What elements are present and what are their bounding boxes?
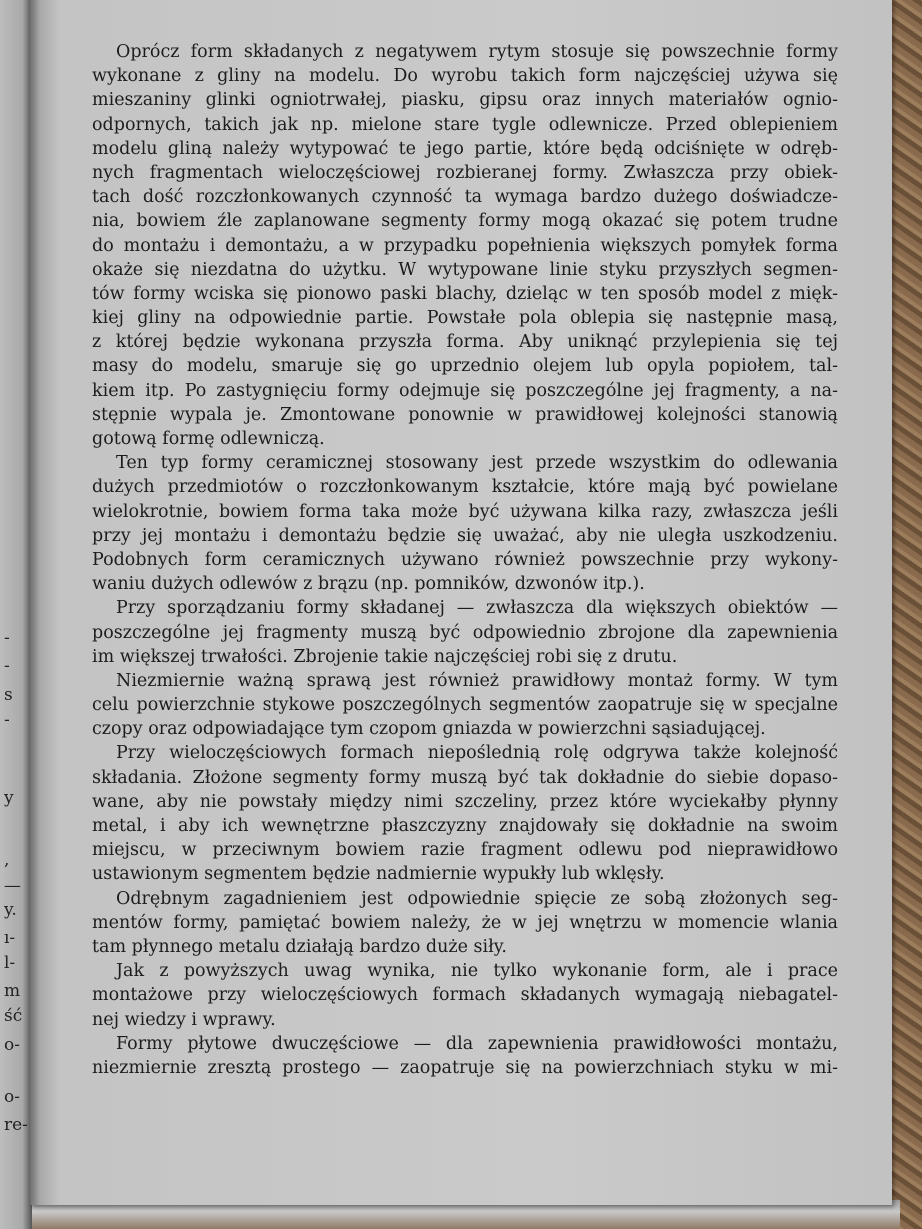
margin-fragment: - [4, 710, 10, 730]
margin-fragment: l- [4, 953, 16, 973]
text-line: dużych przedmiotów o rozczłonkowanym kształcie, które mają być powielane [92, 477, 838, 498]
text-line: montażowe przy wieloczęściowych formach składanych wymagają niebagatel- [92, 985, 838, 1006]
text-line: tów formy wciska się pionowo paski blachy, dzieląc w ten sposób model z mięk- [92, 283, 838, 304]
margin-fragment: - [4, 628, 10, 648]
text-line: celu powierzchnie stykowe poszczególnych segmentów zaopatruje się w specjalne [92, 695, 838, 716]
text-line: tach dość rozczłonkowanych czynność ta wymaga bardzo dużego doświadcze- [92, 187, 838, 208]
margin-fragment: , [4, 850, 10, 870]
text-line: Niezmiernie ważną sprawą jest również prawidłowy montaż formy. W tym [116, 670, 838, 691]
margin-fragment: y. [4, 900, 17, 920]
text-line: stępnie wypala je. Zmontowane ponownie w prawidłowej kolejności stanowią [92, 404, 838, 425]
page-text [92, 40, 838, 1080]
text-line: tam płynnego metalu działają bardzo duże siły. [92, 936, 507, 957]
text-line: Odrębnym zagadnieniem jest odpowiednie spięcie ze sobą złożonych seg- [116, 888, 838, 909]
text-line: Oprócz form składanych z negatywem rytym stosuje się powszechnie formy [116, 42, 838, 62]
text-line: nej wiedzy i wprawy. [92, 1009, 276, 1030]
margin-fragment: o- [4, 1087, 20, 1107]
margin-fragment: — [4, 876, 21, 896]
text-line: poszczególne jej fragmenty muszą być odpowiednio zbrojone dla zapewnienia [92, 622, 838, 643]
text-line: składania. Złożone segmenty formy muszą być tak dokładnie do siebie dopaso- [92, 767, 838, 788]
margin-fragment: s [4, 685, 13, 705]
text-line: do montażu i demontażu, a w przypadku popełnienia większych pomyłek forma [92, 235, 838, 256]
text-line: Formy płytowe dwuczęściowe — dla zapewnienia prawidłowości montażu, [116, 1033, 838, 1054]
text-line: masy do modelu, smaruje się go uprzednio olejem lub opyla popiołem, tal- [92, 356, 838, 377]
text-line: Przy sporządzaniu formy składanej — zwłaszcza dla większych obiektów — [116, 598, 838, 619]
text-line: Podobnych form ceramicznych używano również powszechnie przy wykony- [92, 549, 838, 570]
text-line: mieszaniny glinki ogniotrwałej, piasku, gipsu oraz innych materiałów ognio- [92, 90, 838, 111]
text-line: waniu dużych odlewów z brązu (np. pomników, dzwonów itp.). [92, 574, 645, 595]
margin-fragment: o- [4, 1035, 20, 1055]
margin-fragment: m [4, 981, 21, 1001]
text-line: im większej trwałości. Zbrojenie takie najczęściej robi się z drutu. [92, 646, 678, 667]
text-line: Jak z powyższych uwag wynika, nie tylko wykonanie form, ale i prace [116, 961, 838, 982]
text-line: Ten typ formy ceramicznej stosowany jest przede wszystkim do odlewania [116, 453, 838, 474]
text-line: nia, bowiem źle zaplanowane segmenty formy mogą okazać się potem trudne [92, 211, 838, 232]
text-line: Przy wieloczęściowych formach niepoślednią rolę odgrywa także kolejność [116, 743, 838, 764]
text-line: odpornych, takich jak np. mielone stare tygle odlewnicze. Przed oblepieniem [92, 114, 838, 135]
margin-fragment: y [4, 788, 14, 808]
book-page [30, 0, 892, 1205]
text-line: nych fragmentach wieloczęściowej rozbieranej formy. Zwłaszcza przy obiek- [92, 162, 838, 183]
facing-page-edge [0, 0, 32, 1229]
text-line: ustawionym segmentem będzie nadmiernie wypukły lub wklęsły. [92, 864, 665, 885]
text-line: mentów formy, pamiętać bowiem należy, że w jej wnętrzu w momencie wlania [92, 912, 838, 933]
margin-fragment: ı- [4, 928, 16, 948]
text-line: wielokrotnie, bowiem forma taka może być używana kilka razy, zwłaszcza jeśli [92, 501, 838, 522]
text-line: modelu gliną należy wytypować te jego partie, które będą odciśnięte w odręb- [92, 138, 838, 159]
text-line: kiem itp. Po zastygnięciu formy odejmuje się poszczególne jej fragmenty, a na- [92, 380, 838, 401]
margin-fragment: re- [4, 1115, 28, 1135]
text-line: niezmiernie zresztą prostego — zaopatruje się na powierzchniach styku w mi- [92, 1057, 838, 1078]
text-line: gotową formę odlewniczą. [92, 429, 325, 449]
text-line: kiej gliny na odpowiednie partie. Powstałe pola oblepia się następnie masą, [92, 308, 838, 329]
margin-fragment: - [4, 656, 10, 676]
text-line: czopy oraz odpowiadające tym czopom gniazda w powierzchni sąsiadującej. [92, 719, 766, 740]
text-line: przy jej montażu i demontażu będzie się uważać, aby nie uległa uszkodzeniu. [92, 525, 838, 546]
text-line: wykonane z gliny na modelu. Do wyrobu takich form najczęściej używa się [92, 66, 838, 87]
text-line: miejscu, w przeciwnym bowiem razie fragment odlewu pod nieprawidłowo [92, 840, 838, 861]
margin-fragment: ść [4, 1006, 23, 1026]
text-line: metal, i aby ich wewnętrzne płaszczyzny znajdowały się dokładnie na swoim [92, 816, 838, 836]
text-line: okaże się niezdatna do użytku. W wytypowane linie styku przyszłych segmen- [92, 259, 838, 280]
text-line: z której będzie wykonana przyszła forma. Aby uniknąć przylepienia się tej [92, 332, 838, 353]
text-line: wane, aby nie powstały między nimi szczeliny, przez które wyciekałby płynny [92, 791, 838, 812]
